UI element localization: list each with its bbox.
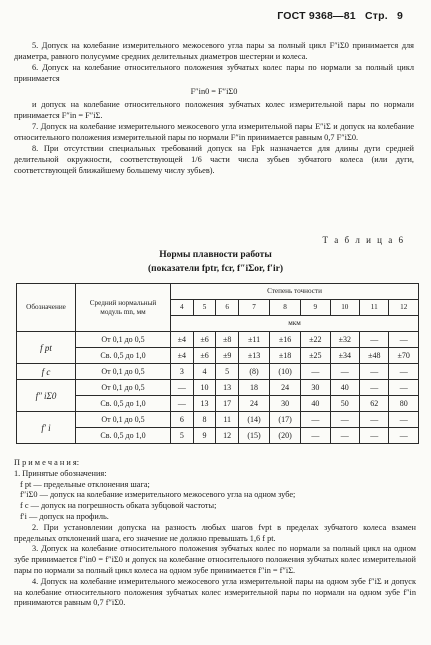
value-cell: — xyxy=(360,332,389,348)
value-cell: — xyxy=(389,428,419,444)
degree-12: 12 xyxy=(389,300,419,316)
value-cell: 30 xyxy=(301,380,330,396)
module-cell: Св. 0,5 до 1,0 xyxy=(76,348,171,364)
table-row xyxy=(17,364,419,380)
definition-fiso: f″iΣ0 — допуск на колебание измерительного межосевого угла на одном зубе; xyxy=(20,490,296,500)
header-unit: мкм xyxy=(171,316,419,332)
value-cell: ±34 xyxy=(330,348,359,364)
symbol-cell: f″ iΣ0 xyxy=(17,380,76,412)
degree-10: 10 xyxy=(330,300,359,316)
value-cell: 17 xyxy=(216,396,239,412)
paragraph-8: 8. При отсутствии специальных требований допуск на Fpk назначается для длины дуги средней делительной окружности, соответствующей 1/6 части числа зубьев зубчатого колеса (или дуги, соответствующей ближайшему большему числу зубьев). xyxy=(14,144,414,175)
value-cell: — xyxy=(301,428,330,444)
value-cell: — xyxy=(301,412,330,428)
value-cell: — xyxy=(360,428,389,444)
module-cell: Св. 0,5 до 1,0 xyxy=(76,396,171,412)
table-row xyxy=(17,396,419,412)
value-cell: (17) xyxy=(270,412,301,428)
table-number: Т а б л и ц а 6 xyxy=(322,235,405,245)
table-row xyxy=(17,348,419,364)
value-cell: — xyxy=(330,364,359,380)
value-cell: — xyxy=(171,380,194,396)
degree-6: 6 xyxy=(216,300,239,316)
value-cell: 6 xyxy=(171,412,194,428)
paragraph-5: 5. Допуск на колебание измерительного межосевого угла пары за полный цикл F″iΣ0 принимается для диаметра, равного полусумме средних делительных диаметров шестерни и колеса. xyxy=(14,41,414,61)
value-cell: 13 xyxy=(193,396,216,412)
value-cell: — xyxy=(330,428,359,444)
value-cell: ±22 xyxy=(301,332,330,348)
value-cell: ±70 xyxy=(389,348,419,364)
symbol-cell: f pt xyxy=(17,332,76,364)
value-cell: 12 xyxy=(216,428,239,444)
value-cell: 4 xyxy=(193,364,216,380)
note-4: 4. Допуск на колебание измерительного межосевого угла измерительной пары на одном зубе f″iΣ и допуск на колебание относительного положения зубчатых колес измерительной пары по нормали на одном зубе f″in принимаются равным 0,7 f″iΣ0. xyxy=(14,576,416,608)
paragraph-6: 6. Допуск на колебание относительного положения зубчатых колес пары по нормали за полный цикл принимается xyxy=(14,63,414,83)
value-cell: 40 xyxy=(301,396,330,412)
value-cell: 8 xyxy=(193,412,216,428)
value-cell: (20) xyxy=(270,428,301,444)
value-cell: 13 xyxy=(216,380,239,396)
definition-fpt: f pt — предельные отклонения шага; xyxy=(20,479,150,489)
value-cell: — xyxy=(360,412,389,428)
table-row xyxy=(17,428,419,444)
norms-table xyxy=(16,283,419,444)
notes-title: П р и м е ч а н и я: xyxy=(14,458,80,467)
table-subtitle: (показатели fptr, fcr, f″iΣor, f′ir) xyxy=(148,264,283,274)
value-cell: 30 xyxy=(270,396,301,412)
value-cell: 3 xyxy=(171,364,194,380)
value-cell: ±16 xyxy=(270,332,301,348)
note-1-title: 1. Принятые обозначения: xyxy=(14,468,107,478)
value-cell: 50 xyxy=(330,396,359,412)
value-cell: 80 xyxy=(389,396,419,412)
value-cell: — xyxy=(360,380,389,396)
header-designation: Обозначение xyxy=(17,284,76,332)
degree-9: 9 xyxy=(301,300,330,316)
value-cell: 24 xyxy=(270,380,301,396)
value-cell: 5 xyxy=(171,428,194,444)
value-cell: — xyxy=(330,412,359,428)
value-cell: ±8 xyxy=(216,332,239,348)
table-row xyxy=(17,332,419,348)
table-row xyxy=(17,380,419,396)
table-body xyxy=(17,332,419,444)
value-cell: — xyxy=(389,380,419,396)
value-cell: ±4 xyxy=(171,348,194,364)
header-module: Средний нормальный модуль mn, мм xyxy=(76,284,171,332)
value-cell: ±11 xyxy=(239,332,270,348)
page-number: 9 xyxy=(396,10,403,22)
value-cell: ±4 xyxy=(171,332,194,348)
value-cell: 18 xyxy=(239,380,270,396)
value-cell: (14) xyxy=(239,412,270,428)
value-cell: 9 xyxy=(193,428,216,444)
value-cell: ±6 xyxy=(193,332,216,348)
note-3: 3. Допуск на колебание относительного положения зубчатых колес по нормали за полный цикл на одном зубе принимается f″in0 = f″iΣ0 и допуск на колебание относительного положения зубчатых колес измерительной пары по нормали за полный цикл колеса на одном зубе принимается f″in = f″iΣ. xyxy=(14,544,416,575)
degree-4: 4 xyxy=(171,300,194,316)
table-title: Нормы плавности работы xyxy=(159,250,272,260)
module-cell: От 0,1 до 0,5 xyxy=(76,412,171,428)
value-cell: — xyxy=(389,332,419,348)
value-cell: — xyxy=(389,412,419,428)
paragraph-7: 7. Допуск на колебание измерительного межосевого угла измерительной пары E″iΣ и допуск на колебание относительного положения измерительной пары по нормали F″in принимается равным 0,7 F″iΣ0. xyxy=(14,122,414,142)
value-cell: ±6 xyxy=(193,348,216,364)
value-cell: 10 xyxy=(193,380,216,396)
text-block-top xyxy=(14,40,414,176)
value-cell: ±13 xyxy=(239,348,270,364)
value-cell: — xyxy=(360,364,389,380)
value-cell: (15) xyxy=(239,428,270,444)
note-2: 2. При установлении допуска на разность любых шагов fvpt в пределах зубчатого колеса взамен предельных отклонений шага, его значение не должно превышать 1,6 f pt. xyxy=(14,522,416,543)
degree-7: 7 xyxy=(239,300,270,316)
value-cell: 24 xyxy=(239,396,270,412)
table-title-block xyxy=(0,248,431,276)
value-cell: ±25 xyxy=(301,348,330,364)
value-cell: (10) xyxy=(270,364,301,380)
definition-fi: f′i — допуск на профиль. xyxy=(20,511,109,521)
symbol-cell: f′ i xyxy=(17,412,76,444)
module-cell: От 0,1 до 0,5 xyxy=(76,380,171,396)
value-cell: 62 xyxy=(360,396,389,412)
degree-11: 11 xyxy=(360,300,389,316)
module-cell: От 0,1 до 0,5 xyxy=(76,364,171,380)
definition-fc: f c — допуск на погрешность обката зубцовой частоты; xyxy=(20,501,217,511)
standard-number: ГОСТ 9368—81 xyxy=(277,10,356,22)
value-cell: 5 xyxy=(216,364,239,380)
value-cell: — xyxy=(171,396,194,412)
page-header xyxy=(271,10,403,22)
degree-8: 8 xyxy=(270,300,301,316)
value-cell: ±9 xyxy=(216,348,239,364)
value-cell: — xyxy=(301,364,330,380)
value-cell: ±48 xyxy=(360,348,389,364)
formula-1: F″in0 = F″iΣ0 xyxy=(190,87,238,96)
symbol-cell: f c xyxy=(17,364,76,380)
degree-5: 5 xyxy=(193,300,216,316)
value-cell: ±18 xyxy=(270,348,301,364)
value-cell: — xyxy=(389,364,419,380)
page-label: Стр. xyxy=(364,10,388,22)
header-degree: Степень точности xyxy=(171,284,419,300)
value-cell: 11 xyxy=(216,412,239,428)
table-row xyxy=(17,412,419,428)
notes-block xyxy=(14,458,416,609)
value-cell: (8) xyxy=(239,364,270,380)
value-cell: ±32 xyxy=(330,332,359,348)
module-cell: Св. 0,5 до 1,0 xyxy=(76,428,171,444)
module-cell: От 0,1 до 0,5 xyxy=(76,332,171,348)
paragraph-6-cont: и допуск на колебание относительного положения зубчатых колес измерительной пары по нормали принимается F″in = F″iΣ. xyxy=(14,100,414,120)
value-cell: 40 xyxy=(330,380,359,396)
